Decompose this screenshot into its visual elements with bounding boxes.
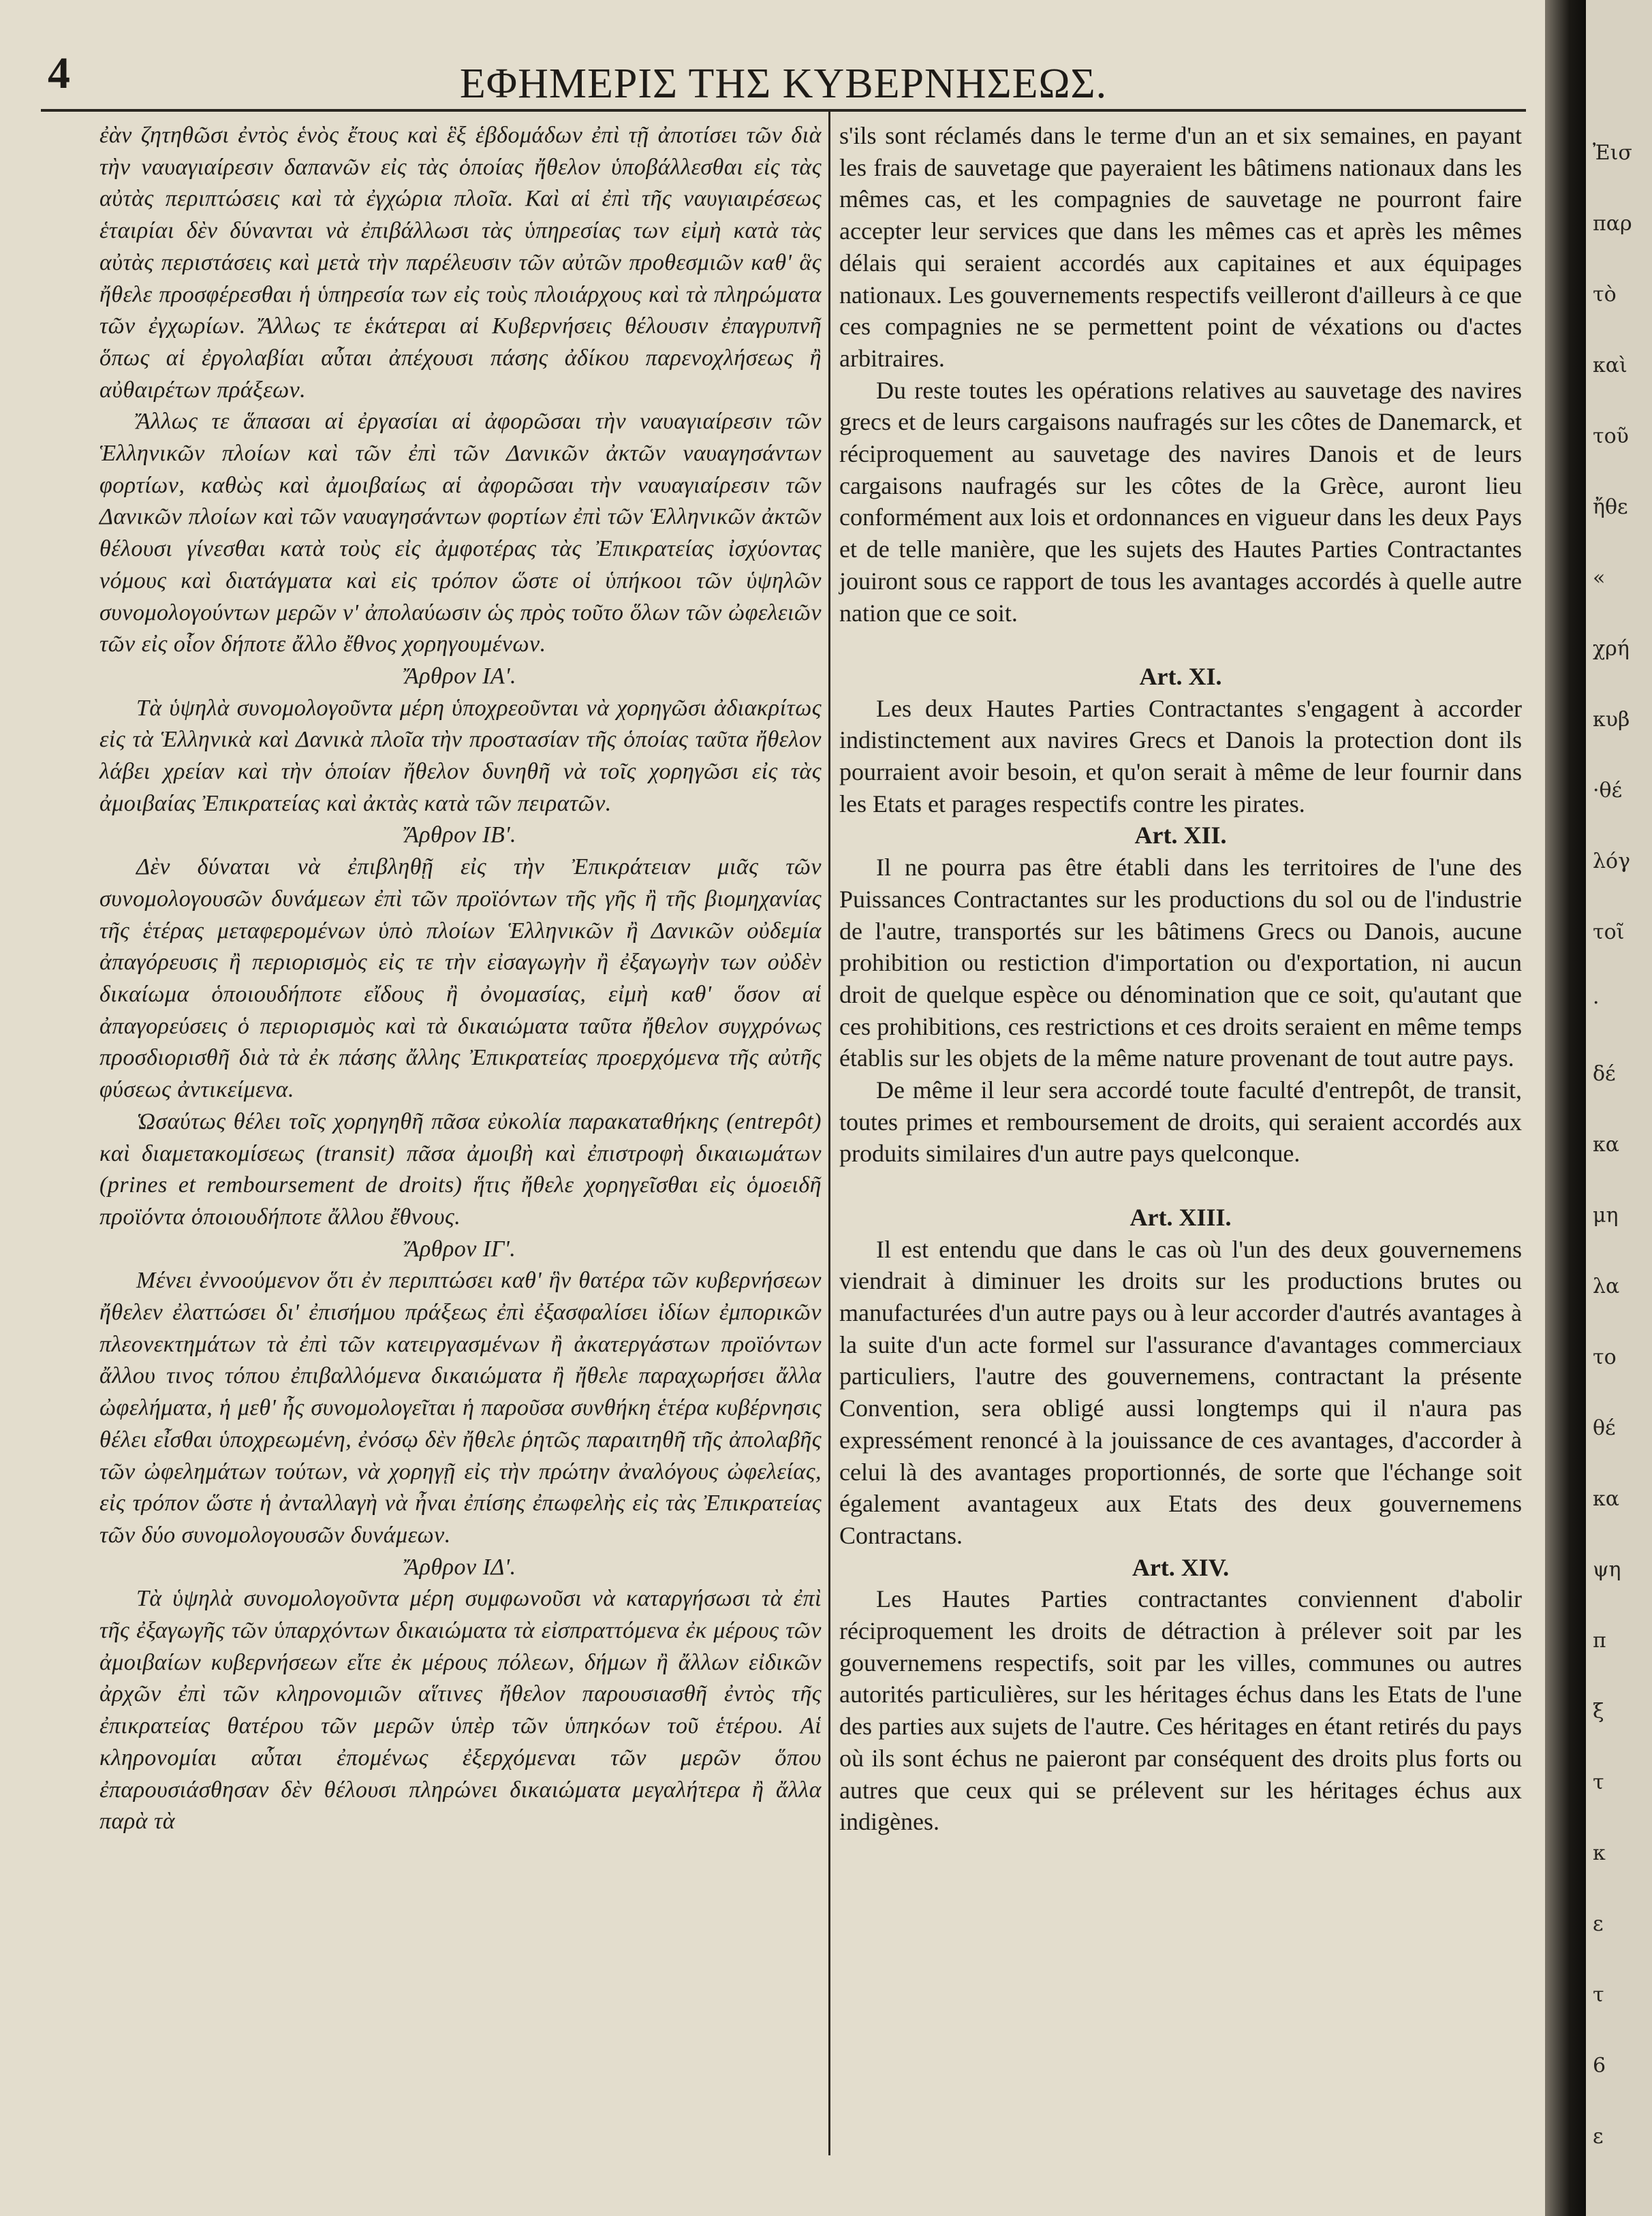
greek-article-heading: Ἄρθρον ΙΑ'. bbox=[404, 663, 517, 689]
greek-paragraph: Μένει ἐννοούμενον ὅτι ἐν περιπτώσει καθ' ἣν θατέρα τῶν κυβερνήσεων ἤθελεν ἐλαττώσει δι' ἐπισήμου πράξεως ἐπὶ ἐξασφαλίσει ἰδίων ἐμπορικῶν πλεονεκτημάτων τὰ ἐπὶ τῶν κατειργασμένων ἢ ἀκατεργάστων προϊόντων ἄλλου τινος τόπου ἐπιβαλλόμενα δικαιώματα ἢ ἤθελε παραχωρήσει ἄλλα ὠφελήματα, ἡ μεθ' ἧς συνομολογεῖται ἡ παροῦσα συνθήκη ἑτέρα κυβέρνησις θέλει εἶσθαι ὑποχρεωμένη, ἐνόσῳ δὲν ἤθελε ῥητῶς παραιτηθῆ τῆς ἀπολαβῆς τῶν ὠφελημάτων τούτων, νὰ χορηγῇ εἰς τὴν πρώτην ἀναλόγους ὠφελείας, εἰς τρόπον ὥστε ἡ ἀνταλλαγὴ νὰ ἦναι ἐπίσης ἐπωφελὴς εἰς τὰς Ἐπικρατείας τῶν δύο συνομολογουσῶν δυνάμεων. bbox=[99, 1268, 822, 1548]
french-article-heading: Art. XI. bbox=[1139, 662, 1222, 690]
facing-page-fragment: ·θέ bbox=[1593, 779, 1623, 802]
running-title: ΕΦΗΜΕΡΙΣ ΤΗΣ ΚΥΒΕΡΝΗΣΕΩΣ. bbox=[459, 61, 1108, 107]
header-rule bbox=[41, 109, 1526, 112]
facing-page-fragment: ε bbox=[1593, 1912, 1604, 1936]
facing-page-fragment: το bbox=[1593, 1345, 1617, 1369]
spacer bbox=[839, 629, 1522, 661]
french-article-heading: Art. XII. bbox=[1134, 822, 1227, 849]
french-paragraph: s'ils sont réclamés dans le terme d'un an et six semaines, en payant les frais de sauvetage que payeraient les bâtimens nationaux dans les mêmes cas, et les compagnies de sauvetage ne pourront faire accepter leur services que dans les mêmes cas et après les mêmes délais qui seraient accordés aux capitaines et aux équipages nationaux. Les gouvernements respectifs veilleront d'ailleurs à ce que ces compagnies ne se permettent point de véxations ou d'actes arbitraires. bbox=[839, 122, 1522, 372]
facing-page-fragment: · bbox=[1593, 991, 1600, 1015]
facing-page-fragment: παρ bbox=[1593, 212, 1632, 236]
french-paragraph: De même il leur sera accordé toute faculté d'entrepôt, de transit, toutes primes et remboursement de droits, qui seraient accordés aux produits similaires d'un autre pays quelconque. bbox=[839, 1076, 1522, 1168]
facing-page-fragment: ψη bbox=[1593, 1558, 1621, 1582]
greek-column bbox=[99, 120, 822, 1838]
french-article-heading: Art. XIV. bbox=[1132, 1553, 1230, 1581]
facing-page-fragment: 6 bbox=[1593, 2054, 1606, 2078]
greek-article-heading: Ἄρθρον ΙΒ'. bbox=[404, 822, 517, 848]
facing-page-fragment: ἤθε bbox=[1593, 495, 1628, 519]
facing-page-fragment: Ἐισ bbox=[1593, 141, 1632, 165]
facing-page-fragment: τ bbox=[1593, 1983, 1604, 2007]
french-paragraph: Il ne pourra pas être établi dans les territoires de l'une des Puissances Contractantes sur les productions du sol ou de l'industrie de l'autre, transportés sur les bâtimens Grecs ou Danois, aucune prohibition ou restiction d'importation ou d'exportation, ni aucun droit de quelque espèce ou dénomination que ce soit, qu'autant que ces prohibitions, ces restrictions et ces droits seraient en même temps établis sur les objets de la même nature provenant de tout autre pays. bbox=[839, 854, 1522, 1072]
greek-paragraph: Ἄλλως τε ἅπασαι αἱ ἐργασίαι αἱ ἀφορῶσαι τὴν ναυαγιαίρεσιν τῶν Ἑλληνικῶν πλοίων καὶ τῶν ἐπὶ τῶν Δανικῶν ἀκτῶν ναυαγησάντων φορτίων, καθὼς καὶ ἀμοιβαίως αἱ ἀφορῶσαι τὴν ναυαγιαίρεσιν τῶν Δανικῶν πλοίων καὶ τῶν ναυαγησάντων φορτίων ἐπὶ τῶν Ἑλληνικῶν ἀκτῶν θέλουσι γίνεσθαι κατὰ τοὺς εἰς ἀμφοτέρας τὰς Ἐπικρατείας ἰσχύοντας νόμους καὶ διατάγματα καὶ εἰς τρόπον ὥστε οἱ ὑπήκοοι τῶν ὑψηλῶν συνομολογούντων μερῶν ν' ἀπολαύωσιν ὡς πρὸς τοῦτο ὅλων τῶν ὠφελειῶν τῶν εἰς οἷον δήποτε ἄλλο ἔθνος χορηγουμένων. bbox=[99, 409, 822, 657]
facing-page-fragment: μη bbox=[1593, 1204, 1619, 1228]
facing-page-fragment: τ bbox=[1593, 1770, 1604, 1794]
facing-page-fragment: κ bbox=[1593, 1841, 1606, 1865]
page-header bbox=[41, 41, 1526, 109]
page-number: 4 bbox=[48, 48, 70, 98]
facing-page-fragment: καὶ bbox=[1593, 354, 1627, 377]
greek-paragraph: Δὲν δύναται νὰ ἐπιβληθῇ εἰς τὴν Ἐπικράτειαν μιᾶς τῶν συνομολογουσῶν δυνάμεων ἐπὶ τῶν προϊόντων τῆς γῆς ἢ τῆς βιομηχανίας τῆς ἑτέρας μεταφερομένων ὑπὸ πλοίων Ἑλληνικῶν ἢ Δανικῶν οὐδεμία ἀπαγόρευσις ἢ περιορισμὸς εἰς τε τὴν εἰσαγωγὴν ἢ ἐξαγωγὴν των οὐδὲν δικαίωμα ὁποιουδήποτε εἴδους ἢ ὀνομασίας, εἰμὴ καθ' ὅσον αἱ ἀπαγορεύσεις ὁ περιορισμὸς καὶ τὰ δικαιώματα ταῦτα ἤθελον συγχρόνως προσδιορισθῆ διὰ τὰ ἐκ πάσης ἄλλης Ἐπικρατείας προερχόμενα τῆς αὐτῆς φύσεως ἀντικείμενα. bbox=[99, 854, 822, 1103]
french-paragraph: Il est entendu que dans le cas où l'un des deux gouvernemens viendrait à diminuer les droits sur les productions brutes ou manufacturées d'un autre pays ou à leur accorder d'autrés avantages à la suite d'un acte formel sur l'assurance d'avantages commerciaux particuliers, l'autre des gouvernemens, contractant la présente Convention, sera obligé aussi longtemps qui il n'aura pas expressément renoncé à la jouissance de ces avantages, d'accorder à celui là des avantages proportionnés, de sorte que l'échange soit également avantageux aux Etats des deux gouvernemens Contractans. bbox=[839, 1235, 1522, 1549]
facing-page-fragment: θέ bbox=[1593, 1416, 1616, 1440]
greek-article-heading: Ἄρθρον ΙΓ'. bbox=[405, 1236, 516, 1262]
spacer bbox=[839, 1170, 1522, 1202]
facing-page-fragment: λόγ bbox=[1593, 849, 1631, 873]
greek-paragraph: Ὡσαύτως θέλει τοῖς χορηγηθῆ πᾶσα εὐκολία παρακαταθήκης (entrepôt) καὶ διαμετακομίσεως (transit) πᾶσα ἀμοιβὴ καὶ ἐπιστροφὴ δικαιωμάτων (prines et remboursement de droits) ἥτις ἤθελε χορηγεῖσθαι εἰς ὁμοειδῆ προϊόντα ὁποιουδήποτε ἄλλου ἔθνους. bbox=[99, 1108, 822, 1230]
french-paragraph: Les Hautes Parties contractantes conviennent d'abolir réciproquement les droits de détraction à prélever soit par les gouvernemens respectifs, soit par les villes, communes ou autres autorités particulières, sur les héritages échus dans les Etats de l'une des parties aux sujets de l'autre. Ces héritages en étant retirés du pays où ils sont échus ne paieront par conséquent des droits plus forts ou autres que ceux qui se prélevent sur les héritages échus aux indigènes. bbox=[839, 1585, 1522, 1836]
greek-paragraph: Τὰ ὑψηλὰ συνομολογοῦντα μέρη ὑποχρεοῦνται νὰ χορηγῶσι ἀδιακρίτως εἰς τὰ Ἑλληνικὰ καὶ Δανικὰ πλοῖα τὴν προστασίαν τῆς ὁποίας ταῦτα ἤθελον λάβει χρείαν καὶ τὴν ὁποίαν ἤθελον δυνηθῆ νὰ τοῖς χορηγῶσι εἰς τὰς ἀμοιβαίας Ἐπικρατείας καὶ ἀκτὰς κατὰ τῶν πειρατῶν. bbox=[99, 695, 822, 816]
facing-page-fragment: χρή bbox=[1593, 637, 1630, 661]
french-column bbox=[839, 120, 1522, 1838]
facing-page-fragment: τοῖ bbox=[1593, 920, 1625, 944]
greek-paragraph: Τὰ ὑψηλὰ συνομολογοῦντα μέρη συμφωνοῦσι νὰ καταργήσωσι τὰ ἐπὶ τῆς ἐξαγωγῆς τῶν ὑπαρχόντων δικαιώματα τὰ εἰσπραττόμενα ἐκ μέρους τῶν ἀμοιβαίων κυβερνήσεων εἴτε ἐκ μέρους πόλεων, δήμων ἢ ἄλλων εἰδικῶν ἀρχῶν ἐπὶ τῶν κληρονομιῶν αἵτινες ἤθελον παρουσιασθῆ ἐντὸς τῆς ἐπικρατείας θατέρου τῶν μερῶν ὑπὲρ τῶν ὑπηκόων τοῦ ἑτέρου. Αἱ κληρονομίαι αὗται ἐπομένως ἐξερχόμεναι τῶν μερῶν ὅπου ἐπαρουσιάσθησαν δὲν θέλουσι πληρώνει δικαιώματα μεγαλήτερα ἢ ἄλλα παρὰ τὰ bbox=[99, 1586, 822, 1835]
facing-page-fragment: λα bbox=[1593, 1275, 1620, 1298]
facing-page-fragment: τὸ bbox=[1593, 283, 1617, 307]
facing-page-fragment: « bbox=[1593, 566, 1606, 590]
greek-paragraph: ἐὰν ζητηθῶσι ἐντὸς ἑνὸς ἔτους καὶ ἓξ ἑβδομάδων ἐπὶ τῇ ἀποτίσει τῶν διὰ τὴν ναυαγιαίρεσιν δαπανῶν εἰς τὰς ὁποίας ἤθελον ὑποβάλλεσθαι εἰς τὰς αὐτὰς περιπτώσεις καὶ τὰ ἐγχώρια πλοῖα. Καὶ αἱ ἐπὶ τῆς ναυγιαιρέσεως ἑταιρίαι δὲν δύνανται νὰ ἐπιβάλλωσι τὰς ὑπηρεσίας των εἰμὴ κατὰ τὰς αὐτὰς περιστάσεις καὶ μετὰ τὴν παρέλευσιν τῶν αὐτῶν προθεσμιῶν καθ' ἃς ἤθελε προσφέρεσθαι ἡ ὑπηρεσία των εἰς τοὺς πλοιάρχους καὶ τὰ πληρώματα τῶν ἐγχωρίων. Ἄλλως τε ἑκάτεραι αἱ Κυβερνήσεις θέλουσιν ἐπαγρυπνῆ ὅπως αἱ ἐργολαβίαι αὗται ἀπέχουσι πάσης ἀδίκου παρενοχλήσεως ἢ αὐθαιρέτων πράξεων. bbox=[99, 123, 822, 403]
facing-page-fragment: κυβ bbox=[1593, 708, 1630, 732]
facing-page-fragment: ε bbox=[1593, 2125, 1604, 2149]
facing-page-fragment: δέ bbox=[1593, 1062, 1616, 1086]
french-article-heading: Art. XIII. bbox=[1129, 1203, 1232, 1231]
greek-article-heading: Ἄρθρον ΙΔ'. bbox=[405, 1554, 516, 1580]
book-gutter bbox=[1545, 0, 1586, 2216]
facing-page-fragment: κα bbox=[1593, 1487, 1620, 1511]
facing-page-fragment: κα bbox=[1593, 1133, 1620, 1157]
column-divider bbox=[828, 112, 830, 2155]
french-paragraph: Du reste toutes les opérations relatives au sauvetage des navires grecs et de leurs cargaisons naufragés sur les côtes de Danemarck, et réciproquement au sauvetage des navires Danois et de leurs cargaisons naufragés sur les côtes de la Grèce, auront lieu conformément aux lois et ordonnances en vigueur dans les deux Pays et de telle manière, que les sujets des Hautes Parties Contractantes jouiront sous ce rapport de tous les avantages accordés à quelle autre nation que ce soit. bbox=[839, 376, 1522, 627]
facing-page-edge bbox=[1586, 0, 1652, 2216]
french-paragraph: Les deux Hautes Parties Contractantes s'engagent à accorder indistinctement aux navires Grecs et Danois la protection dont ils pourraient avoir besoin, et qu'on serait à même de leur fournir dans les Etats et parages respectifs contre les pirates. bbox=[839, 694, 1522, 817]
facing-page-fragment: π bbox=[1593, 1629, 1606, 1653]
facing-page-fragment: ξ bbox=[1593, 1700, 1604, 1723]
facing-page-fragment: τοῦ bbox=[1593, 424, 1629, 448]
